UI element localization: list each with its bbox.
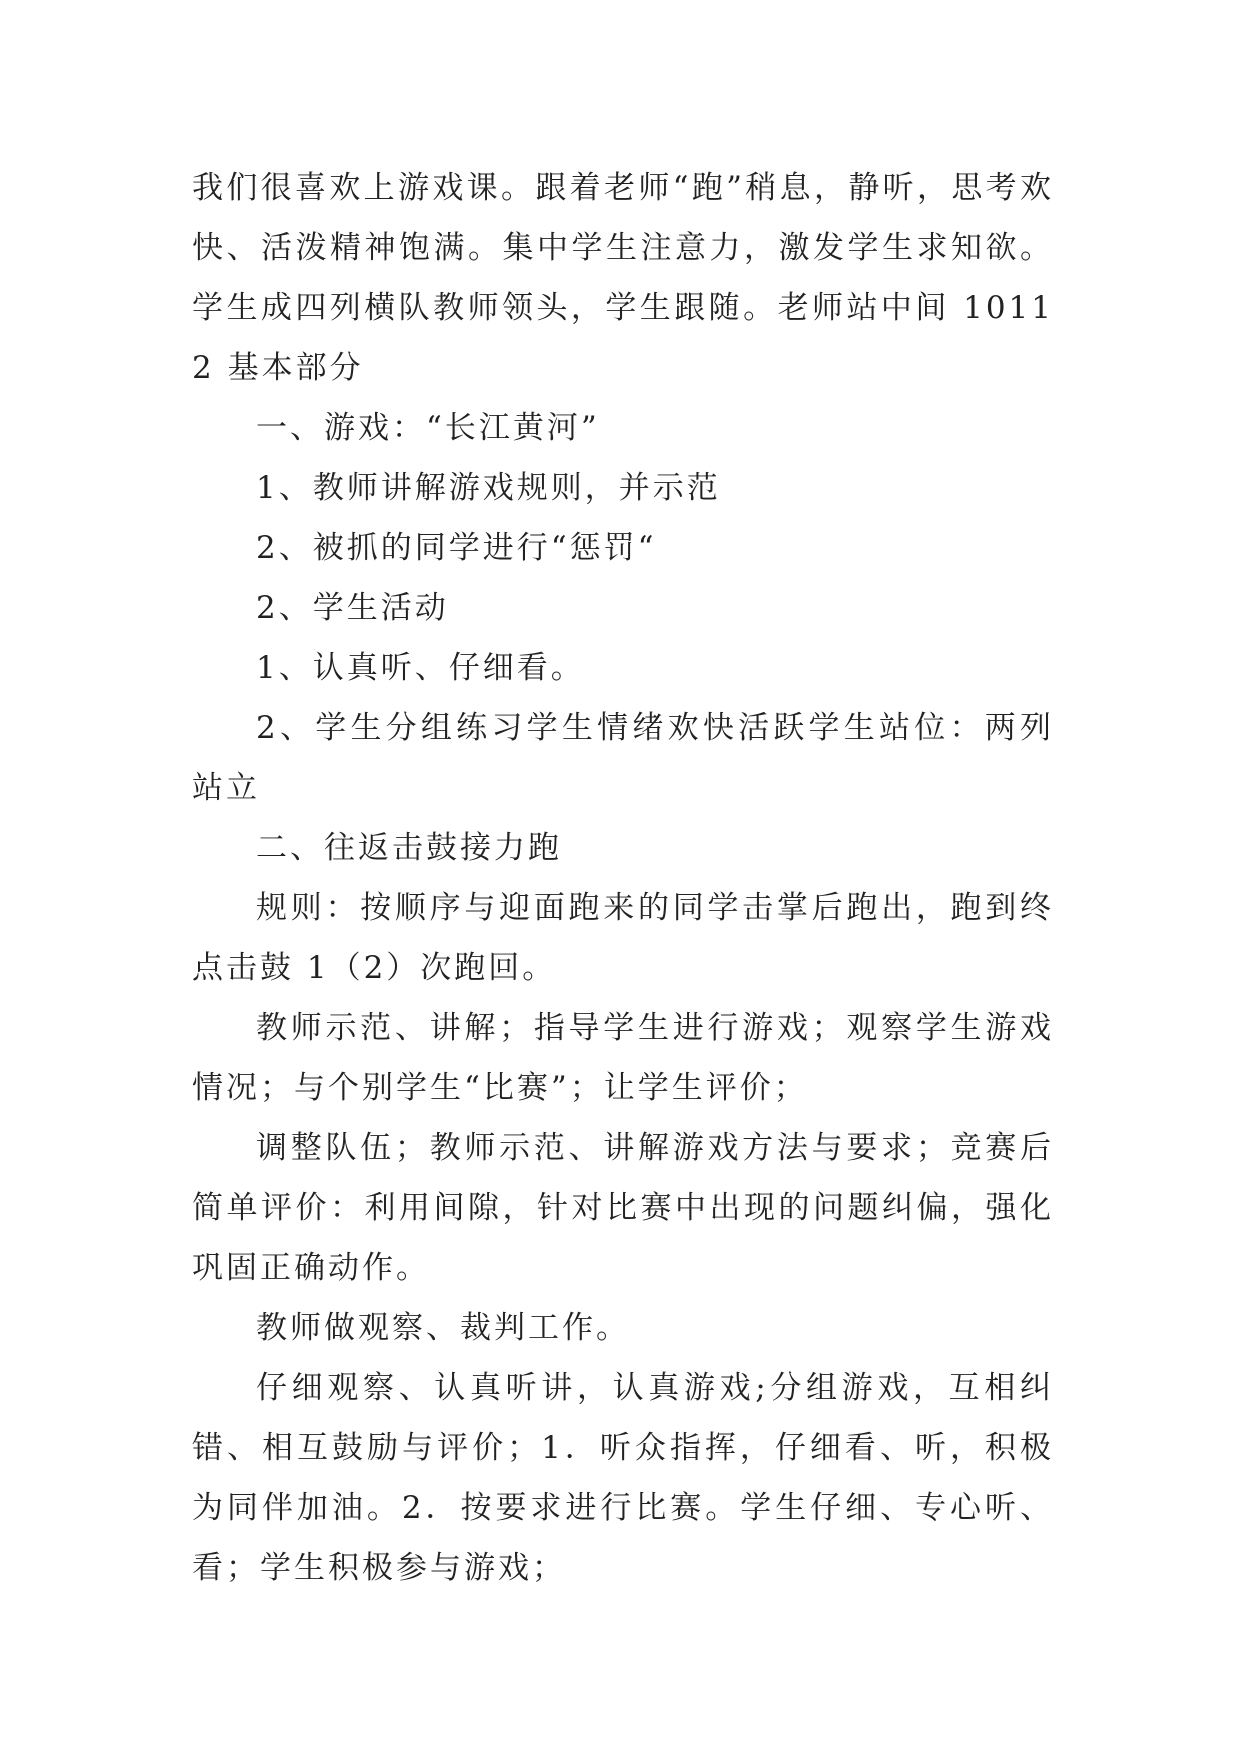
paragraph: 教师示范、讲解；指导学生进行游戏；观察学生游戏情况；与个别学生“比赛”；让学生评价； [192, 1010, 1054, 1106]
list-item: 1、教师讲解游戏规则，并示范 [256, 470, 721, 506]
paragraph: 调整队伍；教师示范、讲解游戏方法与要求；竞赛后简单评价：利用间隙，针对比赛中出现的问题纠偏，强化巩固正确动作。 [192, 1130, 1054, 1286]
list-item: 1、认真听、仔细看。 [256, 650, 585, 686]
list-item: 2、被抓的同学进行“惩罚“ [256, 530, 657, 566]
list-item: 2、学生活动 [256, 590, 449, 626]
document-body [192, 158, 1054, 1598]
paragraph: 仔细观察、认真听讲，认真游戏;分组游戏，互相纠错、相互鼓励与评价；1．听众指挥，仔细看、听，积极为同伴加油。2．按要求进行比赛。学生仔细、专心听、看；学生积极参与游戏； [192, 1370, 1054, 1586]
list-item: 2、学生分组练习学生情绪欢快活跃学生站位：两列站立 [192, 710, 1054, 806]
paragraph: 规则：按顺序与迎面跑来的同学击掌后跑出，跑到终点击鼓 1（2）次跑回。 [192, 890, 1054, 986]
section-heading-game: 一、游戏：“长江黄河” [256, 410, 600, 446]
paragraph: 我们很喜欢上游戏课。跟着老师“跑”稍息，静听，思考欢快、活泼精神饱满。集中学生注意力，激发学生求知欲。学生成四列横队教师领头，学生跟随。老师站中间 10112 基本部分 [192, 170, 1054, 386]
paragraph: 教师做观察、裁判工作。 [256, 1310, 630, 1346]
section-heading-relay: 二、往返击鼓接力跑 [256, 830, 562, 866]
